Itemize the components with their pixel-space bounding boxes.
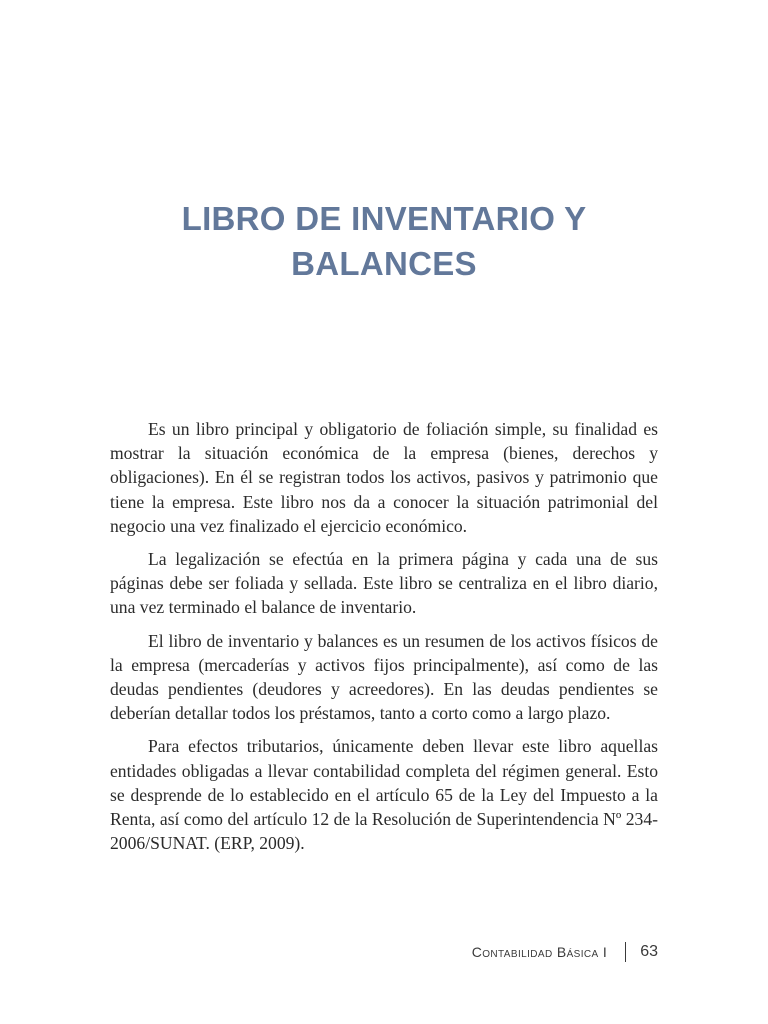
- paragraph-3: El libro de inventario y balances es un resumen de los activos físicos de la empresa (mercaderías y activos fijos principalmente), así como de las deudas pendientes (deudores y acreedores). En las deudas pendientes se deberían detallar todos los préstamos, tanto a corto como a largo plazo.: [110, 630, 658, 724]
- body-text: [110, 417, 658, 864]
- paragraph-2: La legalización se efectúa en la primera página y cada una de sus páginas debe ser foliada y sellada. Este libro se centraliza en el libro diario, una vez terminado el balance de inventario.: [110, 549, 658, 618]
- chapter-title: [0, 196, 768, 286]
- footer-book-title: Contabilidad Básica I: [471, 944, 608, 960]
- chapter-title-line-2: BALANCES: [291, 245, 477, 282]
- page-number: 63: [640, 943, 658, 960]
- paragraph-1: Es un libro principal y obligatorio de foliación simple, su finalidad es mostrar la situación económica de la empresa (bienes, derechos y obligaciones). En él se registran todos los activos, pasivos y patrimonio que tiene la empresa. Este libro nos da a conocer la situación patrimonial del negocio una vez finalizado el ejercicio económico.: [110, 419, 658, 536]
- paragraph-4: Para efectos tributarios, únicamente deben llevar este libro aquellas entidades obligadas a llevar contabilidad completa del régimen general. Esto se desprende de lo establecido en el artículo 65 de la Ley del Impuesto a la Renta, así como del artículo 12 de la Resolución de Superintendencia Nº 234-2006/SUNAT. (ERP, 2009).: [110, 736, 658, 854]
- chapter-title-line-1: LIBRO DE INVENTARIO Y: [181, 200, 587, 237]
- page-footer: [472, 942, 658, 962]
- footer-separator: [625, 942, 626, 962]
